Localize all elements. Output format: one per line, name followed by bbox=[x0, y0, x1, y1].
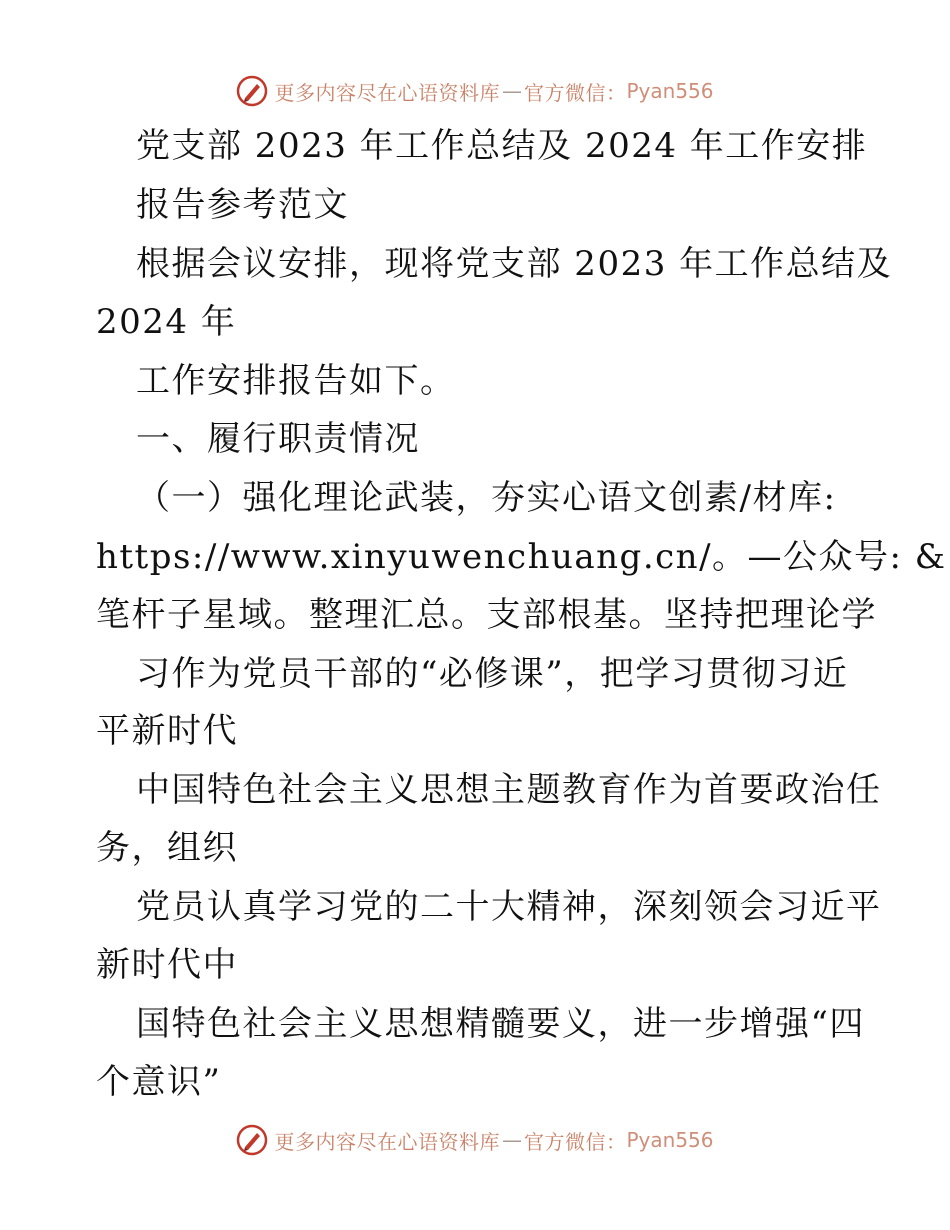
paragraph-line: 党员认真学习党的二十大精神，深刻领会习近平 bbox=[136, 887, 882, 927]
paragraph-line: 工作安排报告如下。 bbox=[136, 361, 456, 401]
paragraph-line: 新时代中 bbox=[96, 945, 238, 985]
doc-title-line-1: 党支部 2023 年工作总结及 2024 年工作安排 bbox=[136, 126, 868, 166]
watermark-official-label: 官方微信： bbox=[523, 80, 627, 105]
paragraph-line: 习作为党员干部的“必修课”，把学习贯彻习近 bbox=[136, 654, 849, 694]
footer-watermark bbox=[0, 1120, 950, 1160]
doc-title-line-2: 报告参考范文 bbox=[136, 185, 349, 225]
watermark-main-text: 更多内容尽在心语资料库 bbox=[274, 80, 500, 105]
section-heading: 一、履行职责情况 bbox=[136, 419, 420, 459]
paragraph-line: 务，组织 bbox=[96, 828, 238, 868]
paragraph-line: 平新时代 bbox=[96, 711, 238, 751]
subsection-heading: （一）强化理论武装，夯实心语文创素/材库: bbox=[136, 478, 837, 518]
watermark-wechat-id: Pyan556 bbox=[626, 1128, 714, 1152]
watermark-separator: — bbox=[501, 79, 522, 103]
pen-logo-icon bbox=[236, 1124, 268, 1156]
paragraph-line: 国特色社会主义思想精髓要义，进一步增强“四 bbox=[136, 1004, 865, 1044]
paragraph-line: 根据会议安排，现将党支部 2023 年工作总结及 bbox=[136, 244, 893, 284]
watermark-official-label: 官方微信： bbox=[523, 1129, 627, 1154]
watermark-wechat-id: Pyan556 bbox=[626, 79, 714, 103]
paragraph-line: 中国特色社会主义思想主题教育作为首要政治任 bbox=[136, 770, 882, 810]
paragraph-line: https://www.xinyuwenchuang.cn/。—公众号: & bbox=[96, 537, 947, 577]
paragraph-line: 笔杆子星域。整理汇总。支部根基。坚持把理论学 bbox=[96, 595, 877, 635]
watermark-main-text: 更多内容尽在心语资料库 bbox=[274, 1129, 500, 1154]
paragraph-line: 个意识” bbox=[96, 1062, 222, 1102]
watermark-separator: — bbox=[501, 1128, 522, 1152]
paragraph-line: 2024 年 bbox=[96, 302, 237, 342]
